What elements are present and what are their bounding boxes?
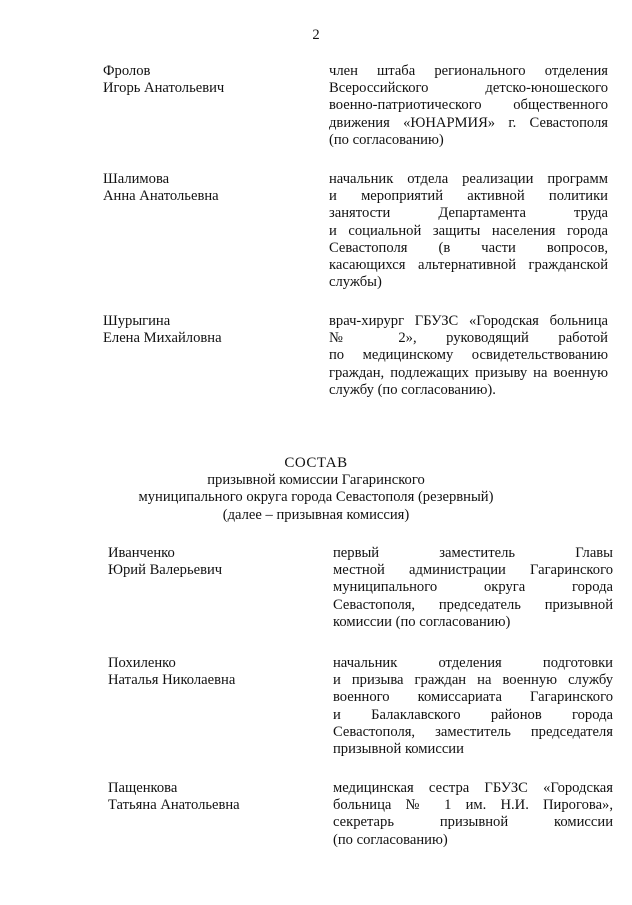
role-line: № 2», руководящий работой xyxy=(329,330,608,347)
role-line: комиссии (по согласованию) xyxy=(333,613,511,630)
member-surname: Шурыгина xyxy=(103,313,171,329)
role-line: местной администрации Гагаринского xyxy=(333,562,613,579)
member-role xyxy=(329,313,608,399)
role-line: и мероприятий активной политики xyxy=(329,188,608,205)
section-title: СОСТАВ xyxy=(284,455,348,471)
member-role xyxy=(333,655,613,758)
member-name xyxy=(108,780,318,814)
role-line: и Балаклавского районов города xyxy=(333,706,613,723)
member-name xyxy=(103,171,313,205)
role-line: начальник отдела реализации программ xyxy=(329,171,608,187)
role-line: (по согласованию) xyxy=(329,131,444,148)
role-line: призывной комиссии xyxy=(333,741,464,758)
role-line: и социальной защиты населения города xyxy=(329,222,608,239)
role-line: врач-хирург ГБУЗС «Городская больница xyxy=(329,313,608,329)
member-surname: Похиленко xyxy=(108,655,176,671)
role-line: Севастополя, председатель призывной xyxy=(333,596,613,613)
section-subtitle-line: призывной комиссии Гагаринского xyxy=(207,472,425,489)
role-line: касающихся альтернативной гражданской xyxy=(329,257,608,274)
role-line: службы) xyxy=(329,274,382,291)
section-heading xyxy=(0,455,632,524)
page-number: 2 xyxy=(312,27,320,43)
member-given-name: Наталья Николаевна xyxy=(108,672,236,689)
role-line: Севастополя (в части вопросов, xyxy=(329,239,608,256)
role-line: больница № 1 им. Н.И. Пирогова», xyxy=(333,797,613,814)
member-given-name: Анна Анатольевна xyxy=(103,188,219,205)
role-line: муниципального округа города xyxy=(333,579,613,596)
role-line: занятости Департамента труда xyxy=(329,205,608,222)
role-line: член штаба регионального отделения xyxy=(329,63,608,79)
role-line: (по согласованию) xyxy=(333,831,448,848)
member-surname: Фролов xyxy=(103,63,151,79)
role-line: Севастополя, заместитель председателя xyxy=(333,723,613,740)
role-line: службу (по согласованию). xyxy=(329,381,496,398)
role-line: по медицинскому освидетельствованию xyxy=(329,347,608,364)
role-line: граждан, подлежащих призыву на военную xyxy=(329,364,608,381)
member-name xyxy=(103,63,313,97)
role-line: Всероссийского детско-юношеского xyxy=(329,80,608,97)
role-line: секретарь призывной комиссии xyxy=(333,814,613,831)
member-surname: Шалимова xyxy=(103,171,170,187)
member-surname: Пащенкова xyxy=(108,780,178,796)
member-role xyxy=(329,63,608,149)
member-given-name: Игорь Анатольевич xyxy=(103,80,225,97)
member-name xyxy=(103,313,313,347)
member-name xyxy=(108,545,318,579)
role-line: начальник отделения подготовки xyxy=(333,655,613,671)
member-given-name: Юрий Валерьевич xyxy=(108,562,223,579)
member-role xyxy=(329,171,608,291)
member-role xyxy=(333,545,613,631)
role-line: и призыва граждан на военную службу xyxy=(333,672,613,689)
member-role xyxy=(333,780,613,849)
member-name xyxy=(108,655,318,689)
section-subtitle-line: муниципального округа города Севастополя (резервный) xyxy=(138,489,494,506)
member-given-name: Елена Михайловна xyxy=(103,330,222,347)
role-line: военного комиссариата Гагаринского xyxy=(333,689,613,706)
section-subtitle-line: (далее – призывная комиссия) xyxy=(222,506,410,523)
member-given-name: Татьяна Анатольевна xyxy=(108,797,240,814)
member-surname: Иванченко xyxy=(108,545,175,561)
role-line: медицинская сестра ГБУЗС «Городская xyxy=(333,780,613,796)
role-line: первый заместитель Главы xyxy=(333,545,613,561)
role-line: военно-патриотического общественного xyxy=(329,97,608,114)
role-line: движения «ЮНАРМИЯ» г. Севастополя xyxy=(329,114,608,131)
